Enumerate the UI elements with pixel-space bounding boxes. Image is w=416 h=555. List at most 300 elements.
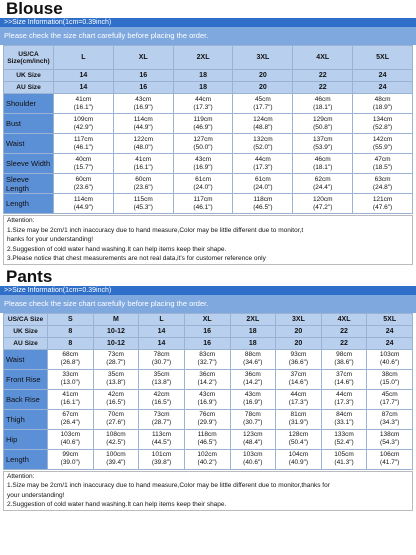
table-row <box>4 429 413 449</box>
uk-size-cell: 16 <box>113 70 173 82</box>
cm-value: 44cm <box>336 391 353 398</box>
cm-value: 68cm <box>62 351 79 358</box>
cm-value: 122cm <box>133 135 153 143</box>
inch-value: (40.6") <box>60 439 80 446</box>
measurement-cell <box>353 134 413 154</box>
measurement-cell <box>276 389 322 409</box>
cm-value: 45cm <box>254 95 271 103</box>
cm-value: 43cm <box>195 155 212 163</box>
measurement-cell <box>233 174 293 194</box>
measurement-label: Bust <box>4 114 54 134</box>
measurement-cell <box>367 449 413 469</box>
table-row <box>4 154 413 174</box>
cm-value: 106cm <box>379 451 400 458</box>
cm-value: 44cm <box>195 95 212 103</box>
measurement-cell <box>54 114 114 134</box>
measurement-cell <box>353 174 413 194</box>
blouse-title: Blouse <box>6 0 63 18</box>
measurement-cell <box>321 409 367 429</box>
inch-value: (18.1") <box>313 163 333 171</box>
inch-value: (16.9") <box>193 163 213 171</box>
inch-value: (54.3") <box>380 439 400 446</box>
measurement-cell <box>93 349 139 369</box>
cm-value: 44cm <box>290 391 307 398</box>
cm-value: 114cm <box>73 195 93 203</box>
blouse-notice: Please check the size chart carefully before placing the order. <box>0 27 416 45</box>
measurement-label: Waist <box>4 134 54 154</box>
inch-value: (38.6") <box>334 359 354 366</box>
measurement-cell <box>230 429 276 449</box>
measurement-cell <box>93 409 139 429</box>
inch-value: (16.5") <box>106 399 126 406</box>
pants-title: Pants <box>6 266 53 286</box>
us-size-label: US/CA Size <box>4 313 48 325</box>
inch-value: (39.8") <box>151 459 172 466</box>
cm-value: 137cm <box>312 135 333 143</box>
pants-size-info: >>Size Information(1cm=0.39inch) <box>0 286 416 295</box>
au-size-cell: 16 <box>184 337 230 349</box>
us-size-cell: XL <box>113 46 173 70</box>
measurement-cell <box>321 429 367 449</box>
inch-value: (17.3") <box>193 103 213 111</box>
measurement-cell <box>353 114 413 134</box>
measurement-cell <box>321 449 367 469</box>
cm-value: 93cm <box>290 351 307 358</box>
cm-value: 38cm <box>381 371 398 378</box>
au-size-cell: 20 <box>233 82 293 94</box>
cm-value: 78cm <box>244 411 261 418</box>
measurement-cell <box>293 94 353 114</box>
cm-value: 61cm <box>195 175 212 183</box>
inch-value: (18.1") <box>313 103 333 111</box>
cm-value: 41cm <box>135 155 152 163</box>
inch-value: (53.9") <box>313 143 333 151</box>
cm-value: 105cm <box>334 451 354 458</box>
uk-size-cell: 22 <box>321 325 367 337</box>
us-size-cell: L <box>139 313 185 325</box>
uk-size-label: UK Size <box>4 70 54 82</box>
measurement-cell <box>48 369 94 389</box>
inch-value: (46.5") <box>197 439 217 446</box>
us-size-cell: 5XL <box>367 313 413 325</box>
measurement-cell <box>54 194 114 214</box>
au-size-cell: 18 <box>230 337 276 349</box>
cm-value: 123cm <box>243 431 263 438</box>
measurement-cell <box>293 134 353 154</box>
cm-value: 37cm <box>290 371 307 378</box>
au-size-cell: 16 <box>113 82 173 94</box>
inch-value: (50.4") <box>288 439 309 446</box>
cm-value: 98cm <box>336 351 353 358</box>
measurement-cell <box>233 134 293 154</box>
inch-value: (24.0") <box>193 183 213 191</box>
inch-value: (46.1") <box>73 143 94 151</box>
measurement-cell <box>353 94 413 114</box>
measurement-cell <box>367 409 413 429</box>
cm-value: 102cm <box>197 451 217 458</box>
measurement-label: Length <box>4 194 54 214</box>
inch-value: (23.6") <box>73 183 94 191</box>
cm-value: 48cm <box>374 95 391 103</box>
uk-size-cell: 16 <box>184 325 230 337</box>
measurement-cell <box>293 154 353 174</box>
cm-value: 35cm <box>107 371 124 378</box>
inch-value: (42.5") <box>106 439 126 446</box>
measurement-cell <box>184 389 230 409</box>
cm-value: 115cm <box>133 195 153 203</box>
table-row <box>4 409 413 429</box>
inch-value: (40.2") <box>197 459 217 466</box>
measurement-label: Waist <box>4 349 48 369</box>
inch-value: (39.0") <box>60 459 80 466</box>
cm-value: 76cm <box>199 411 216 418</box>
measurement-cell <box>173 114 233 134</box>
inch-value: (24.0") <box>253 183 273 191</box>
inch-value: (27.6") <box>106 419 126 426</box>
table-row <box>4 134 413 154</box>
inch-value: (45.3") <box>133 203 153 211</box>
inch-value: (14.2") <box>197 379 217 386</box>
cm-value: 35cm <box>153 371 170 378</box>
cm-value: 129cm <box>312 115 333 123</box>
attention-line: Attention: <box>7 472 35 480</box>
cm-value: 33cm <box>62 371 79 378</box>
inch-value: (14.6") <box>334 379 354 386</box>
measurement-cell <box>48 449 94 469</box>
measurement-cell <box>93 389 139 409</box>
measurement-cell <box>230 349 276 369</box>
measurement-cell <box>139 369 185 389</box>
blouse-size-table <box>3 45 413 214</box>
au-size-cell: 22 <box>293 82 353 94</box>
inch-value: (34.6") <box>243 359 263 366</box>
cm-value: 121cm <box>372 195 393 203</box>
uk-size-cell: 14 <box>139 325 185 337</box>
cm-value: 73cm <box>107 351 124 358</box>
inch-value: (40.9") <box>288 459 309 466</box>
cm-value: 84cm <box>336 411 353 418</box>
uk-size-label: UK Size <box>4 325 48 337</box>
measurement-cell <box>230 369 276 389</box>
uk-size-cell: 24 <box>353 70 413 82</box>
inch-value: (46.5") <box>253 203 273 211</box>
inch-value: (26.4") <box>60 419 80 426</box>
us-size-cell: 4XL <box>293 46 353 70</box>
inch-value: (28.7") <box>106 359 126 366</box>
measurement-cell <box>367 349 413 369</box>
measurement-cell <box>233 94 293 114</box>
cm-value: 118cm <box>253 195 273 203</box>
inch-value: (33.1") <box>334 419 354 426</box>
cm-value: 117cm <box>193 195 213 203</box>
cm-value: 103cm <box>379 351 400 358</box>
cm-value: 127cm <box>193 135 213 143</box>
au-size-cell: 18 <box>173 82 233 94</box>
uk-size-cell: 18 <box>173 70 233 82</box>
inch-value: (18.9") <box>372 103 393 111</box>
measurement-cell <box>184 369 230 389</box>
cm-value: 87cm <box>381 411 398 418</box>
inch-value: (15.7") <box>73 163 94 171</box>
measurement-cell <box>113 134 173 154</box>
table-row <box>4 449 413 469</box>
us-size-cell: 5XL <box>353 46 413 70</box>
cm-value: 36cm <box>244 371 261 378</box>
pants-size-table <box>3 313 413 470</box>
measurement-cell <box>93 429 139 449</box>
cm-value: 113cm <box>152 431 172 438</box>
inch-value: (28.7") <box>151 419 172 426</box>
au-size-label: AU Size <box>4 337 48 349</box>
measurement-cell <box>173 174 233 194</box>
cm-value: 133cm <box>334 431 354 438</box>
inch-value: (16.1") <box>73 103 94 111</box>
cm-value: 109cm <box>73 115 94 123</box>
us-size-cell: M <box>93 313 139 325</box>
measurement-cell <box>293 174 353 194</box>
measurement-cell <box>233 114 293 134</box>
inch-value: (16.1") <box>60 399 80 406</box>
inch-value: (16.9") <box>133 103 153 111</box>
measurement-cell <box>233 154 293 174</box>
us-size-cell: S <box>48 313 94 325</box>
measurement-label: Front Rise <box>4 369 48 389</box>
cm-value: 104cm <box>288 451 309 458</box>
cm-value: 117cm <box>73 135 93 143</box>
cm-value: 132cm <box>253 135 273 143</box>
cm-value: 81cm <box>290 411 307 418</box>
cm-value: 120cm <box>312 195 333 203</box>
attention-line: 1.Size may be 2cm/1 inch inaccuracy due to hand measure,Color may be little different due to monitor,thanks for <box>7 482 330 489</box>
table-row <box>4 94 413 114</box>
measurement-label: Back Rise <box>4 389 48 409</box>
cm-value: 114cm <box>133 115 153 123</box>
attention-line: 2.Suggestion of cold water hand washing.It can help items keep their shape. <box>7 245 227 253</box>
cm-value: 46cm <box>314 155 331 163</box>
measurement-cell <box>48 349 94 369</box>
measurement-cell <box>173 134 233 154</box>
inch-value: (24.4") <box>313 183 333 191</box>
cm-value: 124cm <box>253 115 273 123</box>
cm-value: 40cm <box>75 155 92 163</box>
measurement-cell <box>54 94 114 114</box>
table-row <box>4 114 413 134</box>
au-size-cell: 24 <box>353 82 413 94</box>
measurement-label: Sleeve Width <box>4 154 54 174</box>
uk-size-cell: 18 <box>230 325 276 337</box>
us-size-cell: 3XL <box>276 313 322 325</box>
inch-value: (46.1") <box>193 203 213 211</box>
cm-value: 119cm <box>193 115 213 123</box>
us-size-cell: XL <box>184 313 230 325</box>
measurement-cell <box>93 449 139 469</box>
measurement-cell <box>184 429 230 449</box>
measurement-cell <box>276 429 322 449</box>
cm-value: 44cm <box>254 155 271 163</box>
inch-value: (16.9") <box>243 399 263 406</box>
inch-value: (50.0") <box>193 143 213 151</box>
measurement-cell <box>293 194 353 214</box>
measurement-cell <box>367 369 413 389</box>
inch-value: (50.8") <box>313 123 333 131</box>
cm-value: 128cm <box>288 431 309 438</box>
measurement-cell <box>173 154 233 174</box>
inch-value: (44.5") <box>151 439 172 446</box>
inch-value: (23.6") <box>133 183 153 191</box>
inch-value: (17.3") <box>334 399 354 406</box>
attention-line: 3.Please notice that chest measurements are not real data,it's for customer reference only <box>7 255 266 262</box>
measurement-cell <box>230 409 276 429</box>
measurement-label: Sleeve Length <box>4 174 54 194</box>
uk-size-cell: 14 <box>54 70 114 82</box>
blouse-section <box>0 0 416 265</box>
measurement-cell <box>113 154 173 174</box>
cm-value: 70cm <box>107 411 124 418</box>
inch-value: (13.8") <box>106 379 126 386</box>
cm-value: 41cm <box>62 391 79 398</box>
inch-value: (16.1") <box>133 163 153 171</box>
measurement-cell <box>321 349 367 369</box>
au-size-cell: 14 <box>139 337 185 349</box>
measurement-cell <box>276 449 322 469</box>
uk-size-cell: 8 <box>48 325 94 337</box>
inch-value: (18.5") <box>372 163 393 171</box>
cm-value: 78cm <box>153 351 170 358</box>
measurement-cell <box>230 389 276 409</box>
inch-value: (30.7") <box>243 419 263 426</box>
inch-value: (41.3") <box>334 459 354 466</box>
us-size-cell: 2XL <box>230 313 276 325</box>
cm-value: 60cm <box>135 175 152 183</box>
inch-value: (41.7") <box>380 459 400 466</box>
us-size-cell: 2XL <box>173 46 233 70</box>
measurement-cell <box>184 449 230 469</box>
inch-value: (17.7") <box>380 399 400 406</box>
measurement-label: Shoulder <box>4 94 54 114</box>
inch-value: (40.6") <box>243 459 263 466</box>
cm-value: 83cm <box>199 351 216 358</box>
cm-value: 43cm <box>135 95 152 103</box>
cm-value: 46cm <box>314 95 331 103</box>
measurement-cell <box>54 174 114 194</box>
measurement-cell <box>139 449 185 469</box>
inch-value: (32.7") <box>197 359 217 366</box>
uk-size-cell: 22 <box>293 70 353 82</box>
uk-size-cell: 20 <box>233 70 293 82</box>
inch-value: (44.9") <box>73 203 94 211</box>
cm-value: 73cm <box>153 411 170 418</box>
au-size-cell: 10-12 <box>93 337 139 349</box>
cm-value: 37cm <box>336 371 353 378</box>
measurement-cell <box>93 369 139 389</box>
us-size-cell: L <box>54 46 114 70</box>
cm-value: 63cm <box>374 175 391 183</box>
table-row <box>4 389 413 409</box>
cm-value: 36cm <box>199 371 216 378</box>
measurement-cell <box>48 389 94 409</box>
cm-value: 43cm <box>244 391 261 398</box>
inch-value: (52.0") <box>253 143 273 151</box>
us-size-cell: 4XL <box>321 313 367 325</box>
table-row <box>4 369 413 389</box>
attention-line: Attention: <box>7 217 35 224</box>
au-size-cell: 22 <box>321 337 367 349</box>
measurement-cell <box>113 194 173 214</box>
inch-value: (17.3") <box>288 399 309 406</box>
cm-value: 99cm <box>62 451 79 458</box>
cm-value: 100cm <box>106 451 126 458</box>
inch-value: (24.8") <box>372 183 393 191</box>
inch-value: (16.9") <box>197 399 217 406</box>
cm-value: 118cm <box>197 431 217 438</box>
measurement-cell <box>113 174 173 194</box>
inch-value: (46.9") <box>193 123 213 131</box>
inch-value: (40.6") <box>380 359 400 366</box>
table-row <box>4 174 413 194</box>
inch-value: (13.0") <box>60 379 80 386</box>
inch-value: (26.8") <box>60 359 80 366</box>
inch-value: (16.5") <box>151 399 172 406</box>
table-row <box>4 194 413 214</box>
measurement-cell <box>48 409 94 429</box>
inch-value: (17.7") <box>253 103 273 111</box>
attention-line: your understanding! <box>7 491 65 499</box>
inch-value: (48.8") <box>253 123 273 131</box>
cm-value: 41cm <box>75 95 92 103</box>
cm-value: 88cm <box>244 351 261 358</box>
cm-value: 67cm <box>62 411 79 418</box>
measurement-cell <box>173 94 233 114</box>
inch-value: (39.4") <box>106 459 126 466</box>
measurement-cell <box>276 369 322 389</box>
us-size-cell: 3XL <box>233 46 293 70</box>
measurement-cell <box>321 369 367 389</box>
measurement-cell <box>353 194 413 214</box>
cm-value: 108cm <box>106 431 126 438</box>
measurement-cell <box>367 389 413 409</box>
au-size-cell: 20 <box>276 337 322 349</box>
measurement-cell <box>113 114 173 134</box>
measurement-cell <box>139 429 185 449</box>
inch-value: (34.3") <box>380 419 400 426</box>
measurement-cell <box>293 114 353 134</box>
cm-value: 138cm <box>379 431 400 438</box>
measurement-cell <box>54 154 114 174</box>
inch-value: (44.9") <box>133 123 153 131</box>
measurement-label: Hip <box>4 429 48 449</box>
inch-value: (14.2") <box>243 379 263 386</box>
cm-value: 42cm <box>107 391 124 398</box>
inch-value: (14.6") <box>288 379 309 386</box>
inch-value: (48.4") <box>243 439 263 446</box>
cm-value: 47cm <box>374 155 391 163</box>
cm-value: 61cm <box>254 175 271 183</box>
pants-section <box>0 268 416 511</box>
cm-value: 142cm <box>372 135 393 143</box>
measurement-cell <box>276 409 322 429</box>
au-size-label: AU Size <box>4 82 54 94</box>
table-row <box>4 349 413 369</box>
cm-value: 62cm <box>314 175 331 183</box>
pants-attention <box>3 471 413 511</box>
inch-value: (31.9") <box>288 419 309 426</box>
inch-value: (36.6") <box>288 359 309 366</box>
blouse-size-info: >>Size Information(1cm=0.39inch) <box>0 18 416 27</box>
blouse-attention <box>3 215 413 265</box>
measurement-cell <box>139 349 185 369</box>
cm-value: 60cm <box>75 175 92 183</box>
au-size-cell: 24 <box>367 337 413 349</box>
